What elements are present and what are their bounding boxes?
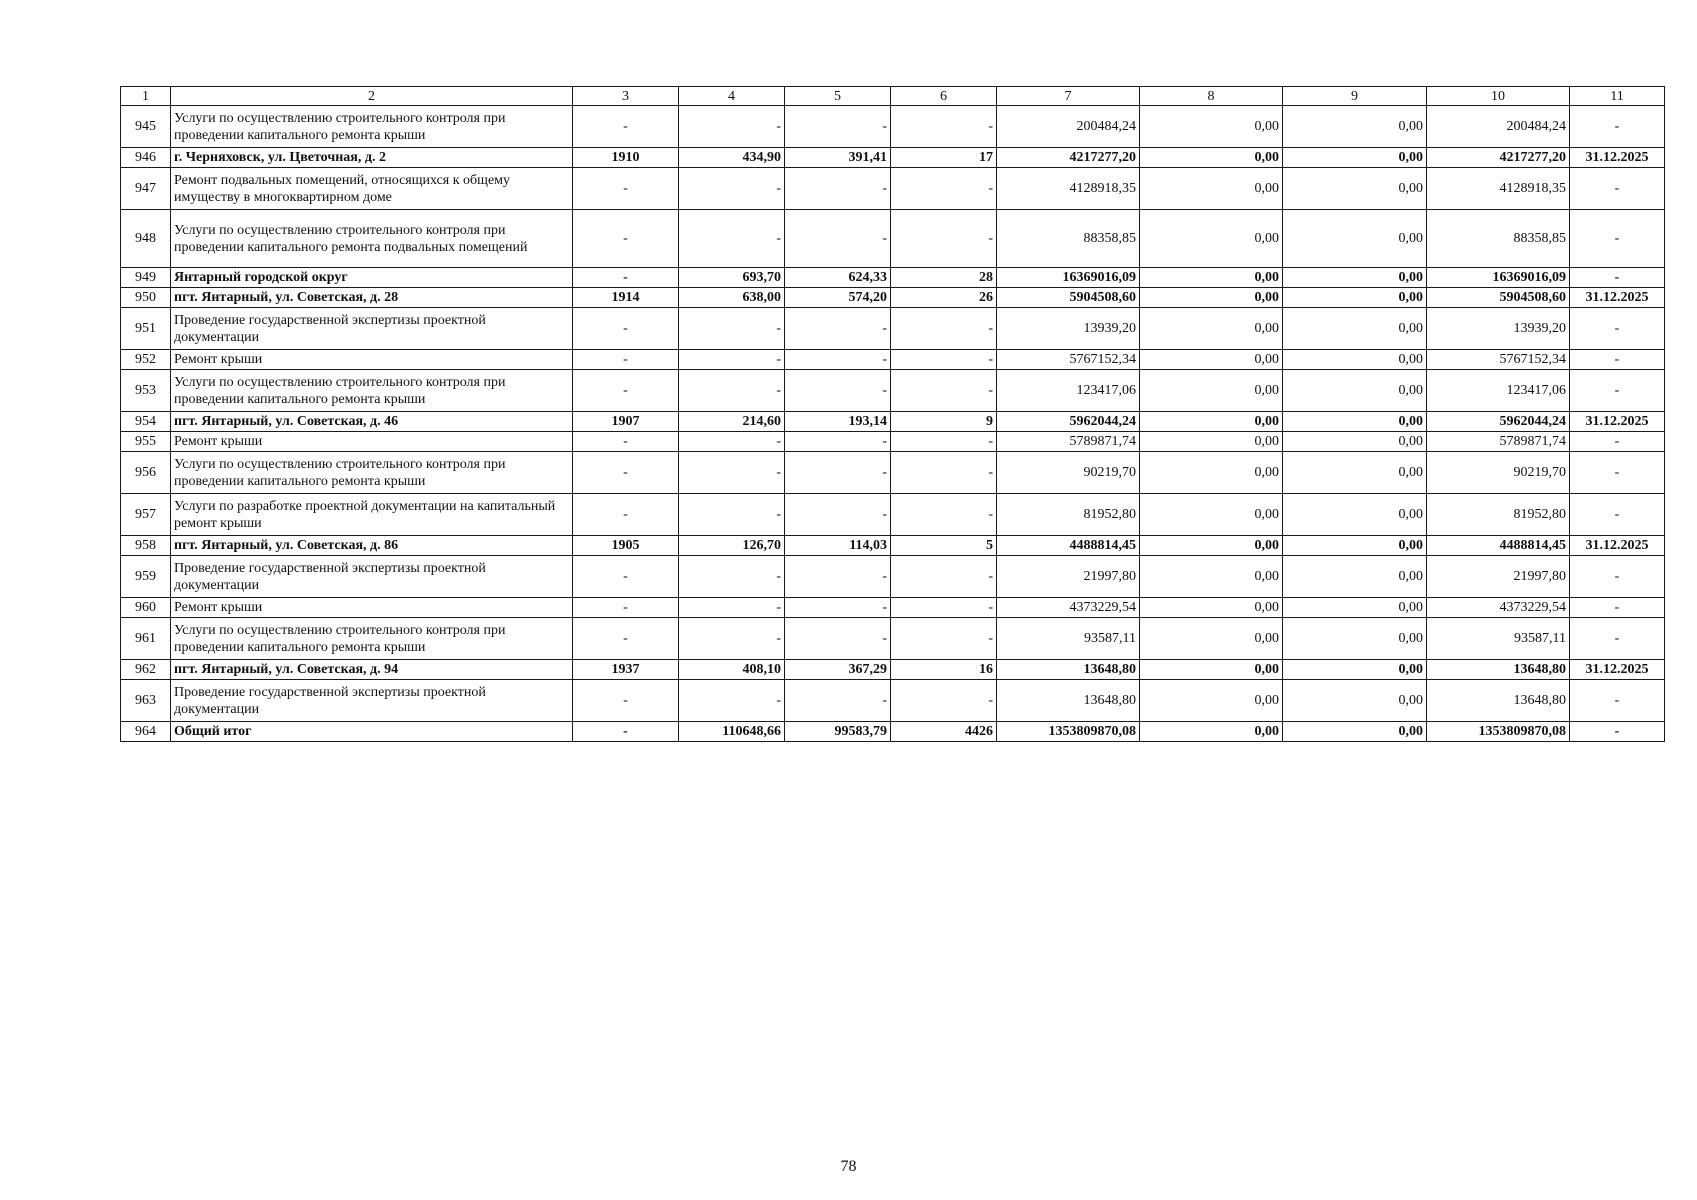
cell-col-3: - xyxy=(573,370,679,412)
cell-col-11: 31.12.2025 xyxy=(1570,412,1665,432)
cell-col-10: 16369016,09 xyxy=(1427,268,1570,288)
row-number: 946 xyxy=(121,148,171,168)
col-header: 9 xyxy=(1283,87,1427,106)
cell-col-7: 4217277,20 xyxy=(997,148,1140,168)
cell-col-8: 0,00 xyxy=(1140,452,1283,494)
cell-col-4: - xyxy=(679,370,785,412)
table-row xyxy=(121,148,1665,168)
item-name: Услуги по осуществлению строительного контроля при проведении капитального ремонта крыши xyxy=(171,452,573,494)
cell-col-6: - xyxy=(891,556,997,598)
row-number: 958 xyxy=(121,536,171,556)
cell-col-11: - xyxy=(1570,452,1665,494)
item-name: пгт. Янтарный, ул. Советская, д. 46 xyxy=(171,412,573,432)
cell-col-4: - xyxy=(679,618,785,660)
row-number: 959 xyxy=(121,556,171,598)
cell-col-7: 5962044,24 xyxy=(997,412,1140,432)
cell-col-11: - xyxy=(1570,556,1665,598)
cell-col-9: 0,00 xyxy=(1283,370,1427,412)
row-number: 962 xyxy=(121,660,171,680)
table-row xyxy=(121,168,1665,210)
row-number: 956 xyxy=(121,452,171,494)
cell-col-3: 1937 xyxy=(573,660,679,680)
cell-col-3: - xyxy=(573,494,679,536)
cell-col-10: 4128918,35 xyxy=(1427,168,1570,210)
cell-col-5: - xyxy=(785,210,891,268)
cell-col-5: 99583,79 xyxy=(785,722,891,742)
col-header: 7 xyxy=(997,87,1140,106)
cell-col-9: 0,00 xyxy=(1283,148,1427,168)
cell-col-9: 0,00 xyxy=(1283,168,1427,210)
cell-col-10: 5767152,34 xyxy=(1427,350,1570,370)
cell-col-4: 638,00 xyxy=(679,288,785,308)
cell-col-9: 0,00 xyxy=(1283,210,1427,268)
table-row xyxy=(121,494,1665,536)
cell-col-10: 200484,24 xyxy=(1427,106,1570,148)
cell-col-9: 0,00 xyxy=(1283,494,1427,536)
cell-col-10: 21997,80 xyxy=(1427,556,1570,598)
cell-col-6: - xyxy=(891,494,997,536)
cell-col-10: 81952,80 xyxy=(1427,494,1570,536)
cell-col-3: - xyxy=(573,598,679,618)
cell-col-6: - xyxy=(891,432,997,452)
cell-col-7: 200484,24 xyxy=(997,106,1140,148)
cell-col-5: - xyxy=(785,106,891,148)
cell-col-4: 408,10 xyxy=(679,660,785,680)
row-number: 949 xyxy=(121,268,171,288)
item-name: Услуги по осуществлению строительного контроля при проведении капитального ремонта крыши xyxy=(171,106,573,148)
cell-col-9: 0,00 xyxy=(1283,598,1427,618)
cell-col-7: 5767152,34 xyxy=(997,350,1140,370)
cell-col-8: 0,00 xyxy=(1140,722,1283,742)
cell-col-9: 0,00 xyxy=(1283,308,1427,350)
cell-col-9: 0,00 xyxy=(1283,412,1427,432)
cell-col-11: - xyxy=(1570,598,1665,618)
cell-col-3: 1907 xyxy=(573,412,679,432)
item-name: Услуги по осуществлению строительного контроля при проведении капитального ремонта крыши xyxy=(171,618,573,660)
cell-col-5: - xyxy=(785,618,891,660)
col-header: 2 xyxy=(171,87,573,106)
item-name: Общий итог xyxy=(171,722,573,742)
table-row xyxy=(121,268,1665,288)
cell-col-11: 31.12.2025 xyxy=(1570,148,1665,168)
item-name: г. Черняховск, ул. Цветочная, д. 2 xyxy=(171,148,573,168)
cell-col-9: 0,00 xyxy=(1283,106,1427,148)
table-row xyxy=(121,680,1665,722)
row-number: 953 xyxy=(121,370,171,412)
cell-col-11: - xyxy=(1570,106,1665,148)
cell-col-8: 0,00 xyxy=(1140,432,1283,452)
cell-col-3: - xyxy=(573,722,679,742)
cell-col-11: - xyxy=(1570,268,1665,288)
cell-col-4: - xyxy=(679,432,785,452)
cell-col-11: - xyxy=(1570,210,1665,268)
cell-col-11: - xyxy=(1570,680,1665,722)
table-row xyxy=(121,660,1665,680)
cell-col-3: - xyxy=(573,618,679,660)
cell-col-5: - xyxy=(785,308,891,350)
row-number: 957 xyxy=(121,494,171,536)
cell-col-7: 88358,85 xyxy=(997,210,1140,268)
cell-col-10: 13939,20 xyxy=(1427,308,1570,350)
cell-col-3: - xyxy=(573,308,679,350)
cell-col-7: 5789871,74 xyxy=(997,432,1140,452)
cell-col-6: - xyxy=(891,370,997,412)
table-row xyxy=(121,618,1665,660)
cell-col-9: 0,00 xyxy=(1283,350,1427,370)
cell-col-7: 5904508,60 xyxy=(997,288,1140,308)
cell-col-11: - xyxy=(1570,432,1665,452)
cell-col-11: - xyxy=(1570,722,1665,742)
cell-col-3: 1910 xyxy=(573,148,679,168)
cell-col-6: - xyxy=(891,680,997,722)
cell-col-5: - xyxy=(785,350,891,370)
cell-col-5: - xyxy=(785,680,891,722)
item-name: Проведение государственной экспертизы проектной документации xyxy=(171,308,573,350)
row-number: 964 xyxy=(121,722,171,742)
cell-col-3: - xyxy=(573,168,679,210)
cell-col-3: 1905 xyxy=(573,536,679,556)
cell-col-7: 123417,06 xyxy=(997,370,1140,412)
row-number: 948 xyxy=(121,210,171,268)
cell-col-8: 0,00 xyxy=(1140,680,1283,722)
cell-col-3: - xyxy=(573,106,679,148)
cell-col-4: - xyxy=(679,452,785,494)
cell-col-8: 0,00 xyxy=(1140,168,1283,210)
cell-col-11: 31.12.2025 xyxy=(1570,660,1665,680)
col-header: 1 xyxy=(121,87,171,106)
table-row xyxy=(121,432,1665,452)
cell-col-7: 81952,80 xyxy=(997,494,1140,536)
cell-col-7: 90219,70 xyxy=(997,452,1140,494)
table-row xyxy=(121,536,1665,556)
cell-col-5: - xyxy=(785,370,891,412)
cell-col-4: 434,90 xyxy=(679,148,785,168)
cell-col-6: 4426 xyxy=(891,722,997,742)
cell-col-8: 0,00 xyxy=(1140,288,1283,308)
cell-col-11: - xyxy=(1570,494,1665,536)
cell-col-8: 0,00 xyxy=(1140,536,1283,556)
cell-col-5: 193,14 xyxy=(785,412,891,432)
cell-col-10: 123417,06 xyxy=(1427,370,1570,412)
table-row xyxy=(121,210,1665,268)
cell-col-10: 5789871,74 xyxy=(1427,432,1570,452)
page-number: 78 xyxy=(840,1158,857,1175)
cell-col-8: 0,00 xyxy=(1140,556,1283,598)
cell-col-11: - xyxy=(1570,370,1665,412)
row-number: 952 xyxy=(121,350,171,370)
item-name: пгт. Янтарный, ул. Советская, д. 94 xyxy=(171,660,573,680)
item-name: Ремонт крыши xyxy=(171,432,573,452)
row-number: 961 xyxy=(121,618,171,660)
row-number: 960 xyxy=(121,598,171,618)
cell-col-5: - xyxy=(785,452,891,494)
table-row xyxy=(121,370,1665,412)
cell-col-6: - xyxy=(891,618,997,660)
cell-col-8: 0,00 xyxy=(1140,412,1283,432)
row-number: 950 xyxy=(121,288,171,308)
cell-col-10: 5962044,24 xyxy=(1427,412,1570,432)
cell-col-9: 0,00 xyxy=(1283,432,1427,452)
cell-col-9: 0,00 xyxy=(1283,660,1427,680)
item-name: Янтарный городской округ xyxy=(171,268,573,288)
item-name: пгт. Янтарный, ул. Советская, д. 28 xyxy=(171,288,573,308)
cell-col-10: 5904508,60 xyxy=(1427,288,1570,308)
cell-col-10: 4488814,45 xyxy=(1427,536,1570,556)
cell-col-8: 0,00 xyxy=(1140,148,1283,168)
cell-col-4: - xyxy=(679,168,785,210)
cell-col-9: 0,00 xyxy=(1283,536,1427,556)
cell-col-9: 0,00 xyxy=(1283,452,1427,494)
cell-col-9: 0,00 xyxy=(1283,680,1427,722)
cell-col-5: 391,41 xyxy=(785,148,891,168)
cell-col-6: - xyxy=(891,452,997,494)
cell-col-4: - xyxy=(679,680,785,722)
cell-col-11: - xyxy=(1570,350,1665,370)
cell-col-10: 93587,11 xyxy=(1427,618,1570,660)
cell-col-8: 0,00 xyxy=(1140,494,1283,536)
cell-col-3: - xyxy=(573,210,679,268)
cell-col-7: 13939,20 xyxy=(997,308,1140,350)
cell-col-6: 9 xyxy=(891,412,997,432)
cell-col-8: 0,00 xyxy=(1140,350,1283,370)
item-name: пгт. Янтарный, ул. Советская, д. 86 xyxy=(171,536,573,556)
cell-col-5: 367,29 xyxy=(785,660,891,680)
table-row xyxy=(121,598,1665,618)
cell-col-7: 16369016,09 xyxy=(997,268,1140,288)
col-header: 10 xyxy=(1427,87,1570,106)
cell-col-8: 0,00 xyxy=(1140,598,1283,618)
cell-col-4: - xyxy=(679,556,785,598)
cell-col-5: - xyxy=(785,494,891,536)
cell-col-9: 0,00 xyxy=(1283,288,1427,308)
cell-col-10: 13648,80 xyxy=(1427,660,1570,680)
cell-col-10: 88358,85 xyxy=(1427,210,1570,268)
cell-col-3: - xyxy=(573,680,679,722)
cell-col-5: - xyxy=(785,168,891,210)
row-number: 963 xyxy=(121,680,171,722)
cell-col-9: 0,00 xyxy=(1283,722,1427,742)
cell-col-9: 0,00 xyxy=(1283,556,1427,598)
cell-col-3: - xyxy=(573,452,679,494)
cell-col-6: 17 xyxy=(891,148,997,168)
table-row xyxy=(121,412,1665,432)
cell-col-6: - xyxy=(891,168,997,210)
item-name: Услуги по осуществлению строительного контроля при проведении капитального ремонта крыши xyxy=(171,370,573,412)
item-name: Услуги по разработке проектной документации на капитальный ремонт крыши xyxy=(171,494,573,536)
cell-col-6: 26 xyxy=(891,288,997,308)
cell-col-6: - xyxy=(891,210,997,268)
cell-col-7: 93587,11 xyxy=(997,618,1140,660)
cell-col-7: 21997,80 xyxy=(997,556,1140,598)
cell-col-6: 28 xyxy=(891,268,997,288)
row-number: 947 xyxy=(121,168,171,210)
cell-col-8: 0,00 xyxy=(1140,370,1283,412)
cell-col-6: - xyxy=(891,598,997,618)
cell-col-3: - xyxy=(573,350,679,370)
cell-col-8: 0,00 xyxy=(1140,106,1283,148)
item-name: Ремонт крыши xyxy=(171,350,573,370)
cell-col-4: - xyxy=(679,308,785,350)
table-row xyxy=(121,350,1665,370)
cell-col-5: - xyxy=(785,598,891,618)
cell-col-3: 1914 xyxy=(573,288,679,308)
item-name: Услуги по осуществлению строительного контроля при проведении капитального ремонта подвальных помещений xyxy=(171,210,573,268)
cell-col-6: - xyxy=(891,308,997,350)
cell-col-4: - xyxy=(679,598,785,618)
table-row xyxy=(121,288,1665,308)
cell-col-6: 5 xyxy=(891,536,997,556)
cell-col-10: 13648,80 xyxy=(1427,680,1570,722)
col-header: 3 xyxy=(573,87,679,106)
cell-col-7: 4488814,45 xyxy=(997,536,1140,556)
cell-col-5: 624,33 xyxy=(785,268,891,288)
row-number: 955 xyxy=(121,432,171,452)
cell-col-6: - xyxy=(891,350,997,370)
cell-col-3: - xyxy=(573,556,679,598)
cell-col-9: 0,00 xyxy=(1283,618,1427,660)
item-name: Ремонт подвальных помещений, относящихся к общему имуществу в многоквартирном доме xyxy=(171,168,573,210)
cell-col-5: 574,20 xyxy=(785,288,891,308)
cell-col-5: - xyxy=(785,556,891,598)
cell-col-4: - xyxy=(679,494,785,536)
table-row xyxy=(121,308,1665,350)
cell-col-5: 114,03 xyxy=(785,536,891,556)
col-header: 11 xyxy=(1570,87,1665,106)
cell-col-8: 0,00 xyxy=(1140,660,1283,680)
cell-col-4: 693,70 xyxy=(679,268,785,288)
cell-col-7: 4128918,35 xyxy=(997,168,1140,210)
cell-col-7: 4373229,54 xyxy=(997,598,1140,618)
cell-col-8: 0,00 xyxy=(1140,618,1283,660)
cell-col-8: 0,00 xyxy=(1140,308,1283,350)
cell-col-7: 1353809870,08 xyxy=(997,722,1140,742)
col-header: 5 xyxy=(785,87,891,106)
data-table xyxy=(120,86,1665,742)
cell-col-11: 31.12.2025 xyxy=(1570,536,1665,556)
cell-col-10: 1353809870,08 xyxy=(1427,722,1570,742)
cell-col-6: - xyxy=(891,106,997,148)
item-name: Проведение государственной экспертизы проектной документации xyxy=(171,680,573,722)
cell-col-8: 0,00 xyxy=(1140,268,1283,288)
cell-col-10: 90219,70 xyxy=(1427,452,1570,494)
header-row xyxy=(121,87,1665,106)
col-header: 4 xyxy=(679,87,785,106)
cell-col-10: 4373229,54 xyxy=(1427,598,1570,618)
cell-col-3: - xyxy=(573,432,679,452)
row-number: 954 xyxy=(121,412,171,432)
item-name: Проведение государственной экспертизы проектной документации xyxy=(171,556,573,598)
row-number: 951 xyxy=(121,308,171,350)
cell-col-4: 214,60 xyxy=(679,412,785,432)
cell-col-7: 13648,80 xyxy=(997,680,1140,722)
table-row xyxy=(121,556,1665,598)
col-header: 8 xyxy=(1140,87,1283,106)
cell-col-9: 0,00 xyxy=(1283,268,1427,288)
table-row xyxy=(121,452,1665,494)
row-number: 945 xyxy=(121,106,171,148)
cell-col-3: - xyxy=(573,268,679,288)
cell-col-4: - xyxy=(679,210,785,268)
cell-col-5: - xyxy=(785,432,891,452)
cell-col-11: - xyxy=(1570,308,1665,350)
cell-col-4: 126,70 xyxy=(679,536,785,556)
col-header: 6 xyxy=(891,87,997,106)
table-body xyxy=(121,106,1665,742)
cell-col-4: - xyxy=(679,350,785,370)
cell-col-8: 0,00 xyxy=(1140,210,1283,268)
table-row xyxy=(121,106,1665,148)
cell-col-11: 31.12.2025 xyxy=(1570,288,1665,308)
cell-col-4: - xyxy=(679,106,785,148)
cell-col-11: - xyxy=(1570,618,1665,660)
cell-col-4: 110648,66 xyxy=(679,722,785,742)
cell-col-6: 16 xyxy=(891,660,997,680)
cell-col-10: 4217277,20 xyxy=(1427,148,1570,168)
cell-col-11: - xyxy=(1570,168,1665,210)
item-name: Ремонт крыши xyxy=(171,598,573,618)
cell-col-7: 13648,80 xyxy=(997,660,1140,680)
table-row xyxy=(121,722,1665,742)
